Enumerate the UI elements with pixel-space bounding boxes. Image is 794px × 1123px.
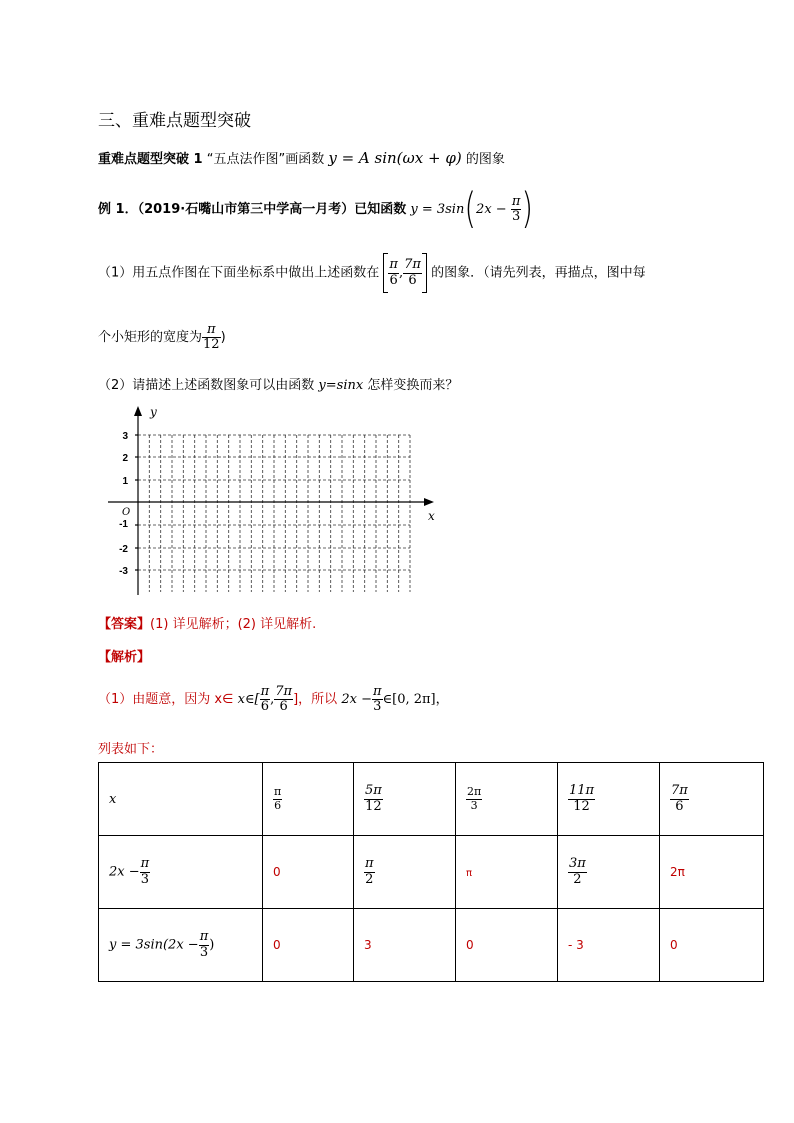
subtitle-bold: 重难点题型突破 1 <box>98 152 203 167</box>
analysis-frac-a <box>260 685 271 715</box>
analysis-frac-a-num: π <box>260 683 270 699</box>
cell-value: 2π <box>670 864 685 879</box>
q2-func: y=sinx <box>318 378 364 393</box>
analysis-frac-c <box>372 685 383 715</box>
analysis-frac-b <box>274 685 293 715</box>
list-label: 列表如下： <box>98 742 164 757</box>
origin-label: O <box>122 507 131 518</box>
grid-lines <box>138 435 410 592</box>
y-tick-3: 3 <box>122 431 128 442</box>
y-tick-neg3: -3 <box>119 566 128 577</box>
q1-prefix: （1）用五点作图在下面坐标系中做出上述函数在 <box>98 265 380 281</box>
example-head: 例 1．（2019·石嘴山市第三中学高一月考）已知函数 <box>98 202 407 217</box>
analysis-frac-c-num: π <box>372 683 382 699</box>
table-cell <box>456 909 558 982</box>
values-table <box>98 762 764 982</box>
analysis-expr: 2x − <box>341 692 372 707</box>
row-y-label-frac <box>199 930 210 960</box>
interval-b <box>403 258 422 288</box>
example-frac <box>511 195 522 225</box>
width-frac <box>202 323 221 353</box>
q2-text-b: 怎样变换而来？ <box>367 378 459 393</box>
cell-value: 0 <box>273 864 281 879</box>
analysis-tag: 【解析】 <box>98 650 151 665</box>
q1-close: ) <box>220 330 226 345</box>
y-tick-2: 2 <box>122 453 128 464</box>
analysis-line1-a: （1）由题意，因为 x∈ <box>98 692 234 707</box>
row-y-label-pre: y = 3sin(2x − <box>109 937 199 953</box>
table-cell <box>354 909 456 982</box>
analysis-line1-d: ∈[0, 2π]， <box>382 692 449 707</box>
table-cell <box>354 836 456 909</box>
table-cell <box>263 836 354 909</box>
cell-den: 2 <box>365 871 374 887</box>
row-y-label <box>99 909 263 982</box>
cell-value: 3 <box>364 937 372 952</box>
cell-frac <box>364 784 383 814</box>
subtitle-tail: 的图象 <box>465 152 505 167</box>
question-1-line2 <box>98 318 226 358</box>
table-cell <box>354 763 456 836</box>
interval-b-den: 6 <box>403 273 422 288</box>
section-title: 三、重难点题型突破 <box>98 111 251 131</box>
row-y-num: π <box>199 929 209 945</box>
q2-text-a: （2）请描述上述函数图象可以由函数 <box>98 378 315 393</box>
frac-den: 3 <box>511 209 521 224</box>
table-row-y <box>99 909 764 982</box>
question-2 <box>98 374 458 393</box>
x-axis-label: x <box>428 509 435 523</box>
analysis-line1-b: x∈[ <box>237 692 260 707</box>
cell-num: 2π <box>467 785 482 799</box>
width-den: 12 <box>203 337 220 352</box>
cell-num: 5π <box>365 783 382 799</box>
cell-value: 0 <box>670 937 678 952</box>
row-angle-label <box>99 836 263 909</box>
subtitle-formula: y = A sin(ωx + φ) <box>328 149 462 167</box>
cell-frac <box>568 857 587 887</box>
cell-frac <box>273 786 282 811</box>
cell-frac <box>466 786 482 811</box>
cell-den: 6 <box>670 799 689 814</box>
analysis-line1-c: ]，所以 <box>293 692 338 707</box>
cell-den: 6 <box>274 798 282 812</box>
analysis-line-1 <box>98 680 449 720</box>
table-cell <box>456 836 558 909</box>
width-num: π <box>207 321 216 337</box>
row-angle-label-frac <box>140 857 151 887</box>
cell-value: 0 <box>273 937 281 952</box>
cell-den: 12 <box>568 799 595 814</box>
row-y-close: ) <box>209 937 215 953</box>
q1-suffix: 的图象．（请先列表，再描点，图中每 <box>431 265 646 281</box>
left-paren: ( <box>464 184 477 234</box>
answer <box>98 613 316 632</box>
row-x-label <box>99 763 263 836</box>
cell-num: π <box>274 785 282 799</box>
example-func-inner: 2x − <box>476 202 507 217</box>
example-1 <box>98 184 534 234</box>
q1-line2: 个小矩形的宽度为 <box>98 330 203 345</box>
answer-tag: 【答案】 <box>98 617 151 632</box>
question-1 <box>98 253 646 293</box>
interval-comma: , <box>398 265 404 281</box>
table-cell <box>558 909 660 982</box>
analysis-frac-b-num: 7π <box>275 683 293 699</box>
interval-a-den: 6 <box>389 272 398 288</box>
interval-a <box>388 258 399 288</box>
cell-frac <box>364 857 375 887</box>
table-row-angle <box>99 836 764 909</box>
coordinate-grid <box>98 400 458 600</box>
cell-num: 7π <box>671 783 688 799</box>
row-angle-label-pre: 2x − <box>109 864 140 880</box>
cell-num: π <box>365 856 374 872</box>
cell-frac <box>670 784 689 814</box>
interval-a-num: π <box>389 257 398 273</box>
subtitle-quote: “五点法作图”画函数 <box>206 152 325 167</box>
analysis-comma: , <box>270 692 275 707</box>
table-cell <box>263 763 354 836</box>
table-cell <box>456 763 558 836</box>
row-x-label-text: x <box>109 791 117 807</box>
row-angle-den: 3 <box>140 871 150 887</box>
table-cell <box>558 836 660 909</box>
analysis-frac-b-den: 6 <box>274 699 293 714</box>
right-bracket <box>422 253 427 293</box>
analysis-frac-c-den: 3 <box>373 699 382 714</box>
right-paren: ) <box>521 184 534 234</box>
table-cell <box>660 909 764 982</box>
axes <box>108 406 434 595</box>
y-tick-neg2: -2 <box>119 544 128 555</box>
table-row-x <box>99 763 764 836</box>
table-cell <box>558 763 660 836</box>
y-tick-neg1: -1 <box>119 519 128 530</box>
x-axis-arrow <box>424 498 434 506</box>
subtitle <box>98 148 505 167</box>
cell-value: - 3 <box>568 937 584 952</box>
cell-den: 2 <box>568 872 587 887</box>
y-axis-label: y <box>150 405 157 419</box>
cell-value: π <box>466 867 473 879</box>
interval-b-num: 7π <box>404 257 421 273</box>
answer-text: (1) 详见解析；(2) 详见解析. <box>150 617 317 632</box>
analysis-frac-a-den: 6 <box>260 699 269 714</box>
cell-den: 12 <box>365 798 382 814</box>
cell-num: 11π <box>569 783 595 799</box>
table-cell <box>660 836 764 909</box>
row-y-den: 3 <box>199 944 209 960</box>
frac-num: π <box>511 193 521 209</box>
example-func-prefix: y = 3sin <box>410 202 465 217</box>
cell-num: 3π <box>569 856 586 872</box>
table-cell <box>660 763 764 836</box>
cell-den: 3 <box>466 799 482 812</box>
cell-frac <box>568 784 595 814</box>
y-axis-arrow <box>134 406 142 416</box>
cell-value: 0 <box>466 937 474 952</box>
y-tick-1: 1 <box>122 476 128 487</box>
table-cell <box>263 909 354 982</box>
row-angle-num: π <box>140 856 150 872</box>
